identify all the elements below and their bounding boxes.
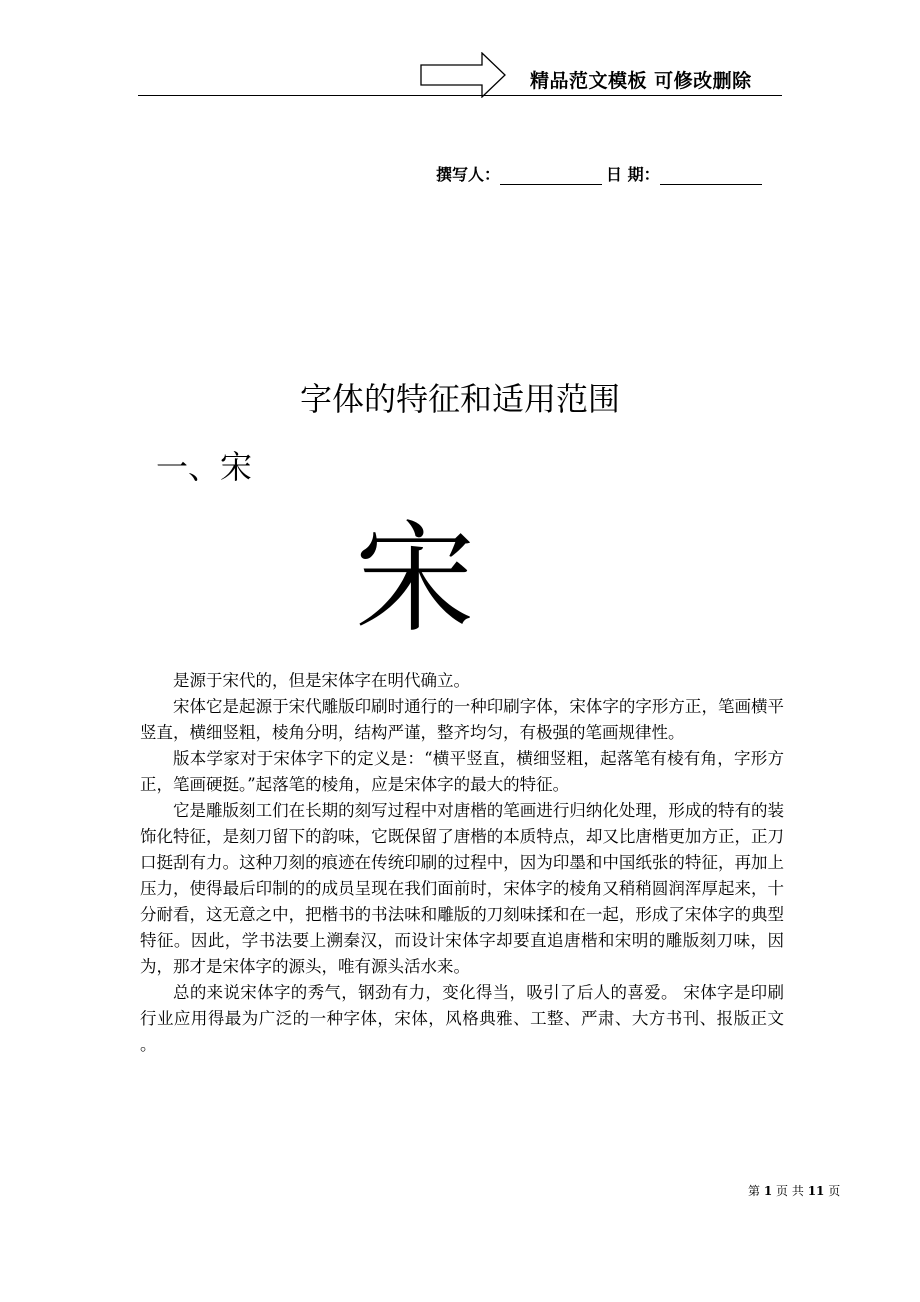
page-prefix: 第 bbox=[748, 1184, 761, 1198]
page-total: 11 bbox=[807, 1184, 825, 1198]
author-blank-field bbox=[500, 166, 602, 185]
date-blank-field bbox=[660, 166, 762, 185]
author-label: 撰写人： bbox=[436, 165, 501, 184]
body-paragraph: 是源于宋代的，但是宋体字在明代确立。 bbox=[173, 671, 470, 690]
right-arrow-outline-icon bbox=[420, 52, 506, 98]
page-suffix: 页 bbox=[828, 1184, 841, 1198]
page-mid: 页 共 bbox=[776, 1184, 804, 1198]
body-paragraph: 它是雕版刻工们在长期的刻写过程中对唐楷的笔画进行归纳化处理，形成的特有的装饰化特征，是刻刀留下的韵味，它既保留了唐楷的本质特点，却又比唐楷更加方正，正刀口挺刮有力。这种刀刻的痕迹在传统印刷的过程中，因为印墨和中国纸张的特征，再加上压力，使得最后印制的的成员呈现在我们面前时，宋体字的棱角又稍稍圆润浑厚起来，十分耐看，这无意之中，把楷书的书法味和雕版的刀刻味揉和在一起，形成了宋体字的典型特征。因此，学书法要上溯秦汉，而设计宋体字却要直追唐楷和宋明的雕版刻刀味，因为，那才是宋体字的源头，唯有源头活水来。 bbox=[140, 801, 784, 976]
section-heading: 一、宋 bbox=[156, 448, 253, 486]
body-text bbox=[140, 668, 784, 1058]
font-sample-glyph: 宋 bbox=[355, 510, 475, 649]
date-label: 日 期： bbox=[606, 165, 660, 184]
author-date-line bbox=[436, 162, 762, 185]
page-current: 1 bbox=[763, 1184, 773, 1198]
page-number bbox=[748, 1182, 840, 1199]
header-divider bbox=[138, 95, 782, 96]
body-paragraph: 宋体它是起源于宋代雕版印刷时通行的一种印刷字体，宋体字的字形方正，笔画横平竖直，横细竖粗，棱角分明，结构严谨，整齐均匀，有极强的笔画规律性。 bbox=[140, 697, 784, 742]
document-title: 字体的特征和适用范围 bbox=[299, 380, 620, 418]
body-paragraph: 总的来说宋体字的秀气，钢劲有力，变化得当，吸引了后人的喜爱。 宋体字是印刷行业应用得最为广泛的一种字体，宋体，风格典雅、工整、严肃、大方书刊、报版正文 。 bbox=[140, 983, 784, 1054]
header-title: 精品范文模板 可修改删除 bbox=[530, 70, 752, 92]
body-paragraph: 版本学家对于宋体字下的定义是：“横平竖直，横细竖粗，起落笔有棱有角，字形方正，笔画硬挺。”起落笔的棱角，应是宋体字的最大的特征。 bbox=[140, 749, 784, 794]
